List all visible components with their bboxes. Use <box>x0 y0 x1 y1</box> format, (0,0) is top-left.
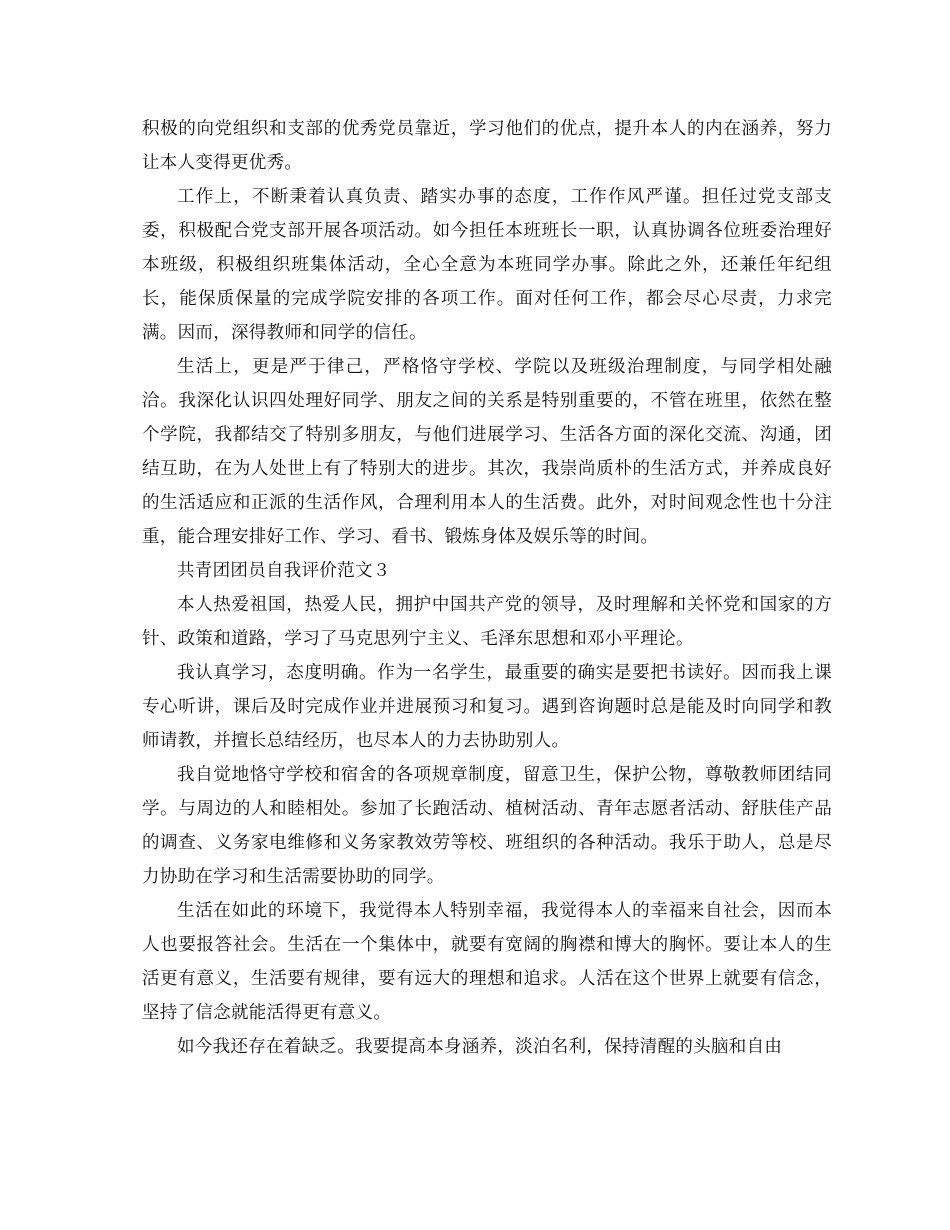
section-heading: 共青团团员自我评价范文３ <box>177 561 391 581</box>
paragraph-4: 本人热爱祖国，热爱人民，拥护中国共产党的领导，及时理解和关怀党和国家的方针、政策和道路，学习了马克思列宁主义、毛泽东思想和邓小平理论。 <box>142 595 832 649</box>
paragraph-1: 工作上，不断秉着认真负责、踏实办事的态度，工作作风严谨。担任过党支部支委，积极配合党支部开展各项活动。如今担任本班班长一职，认真协调各位班委治理好本班级，积极组织班集体活动，全心全意为本班同学办事。除此之外，还兼任年纪组长，能保质保量的完成学院安排的各项工作。面对任何工作，都会尽心尽责，力求完满。因而，深得教师和同学的信任。 <box>142 187 832 343</box>
paragraph-6: 我自觉地恪守学校和宿舍的各项规章制度，留意卫生，保护公物，尊敬教师团结同学。与周边的人和睦相处。参加了长跑活动、植树活动、青年志愿者活动、舒肤佳产品的调查、义务家电维修和义务家教效劳等校、班组织的各种活动。我乐于助人，总是尽力协助在学习和生活需要协助的同学。 <box>142 765 832 887</box>
document-body <box>142 112 832 1064</box>
paragraph-5: 我认真学习，态度明确。作为一名学生，最重要的确实是要把书读好。因而我上课专心听讲，课后及时完成作业并进展预习和复习。遇到咨询题时总是能及时向同学和教师请教，并擅长总结经历，也尽本人的力去协助别人。 <box>142 663 832 751</box>
paragraph-8: 如今我还存在着缺乏。我要提高本身涵养，淡泊名利，保持清醒的头脑和自由 <box>177 1037 783 1057</box>
paragraph-0: 积极的向党组织和支部的优秀党员靠近，学习他们的优点，提升本人的内在涵养，努力让本人变得更优秀。 <box>142 119 832 173</box>
paragraph-7: 生活在如此的环境下，我觉得本人特别幸福，我觉得本人的幸福来自社会，因而本人也要报答社会。生活在一个集体中，就要有宽阔的胸襟和博大的胸怀。要让本人的生活更有意义，生活要有规律，要有远大的理想和追求。人活在这个世界上就要有信念，坚持了信念就能活得更有意义。 <box>142 901 832 1023</box>
paragraph-2: 生活上，更是严于律己，严格恪守学校、学院以及班级治理制度，与同学相处融洽。我深化认识四处理好同学、朋友之间的关系是特别重要的，不管在班里，依然在整个学院，我都结交了特别多朋友，与他们进展学习、生活各方面的深化交流、沟通，团结互助，在为人处世上有了特别大的进步。其次，我崇尚质朴的生活方式，并养成良好的生活适应和正派的生活作风，合理利用本人的生活费。此外，对时间观念性也十分注重，能合理安排好工作、学习、看书、锻炼身体及娱乐等的时间。 <box>142 357 832 547</box>
